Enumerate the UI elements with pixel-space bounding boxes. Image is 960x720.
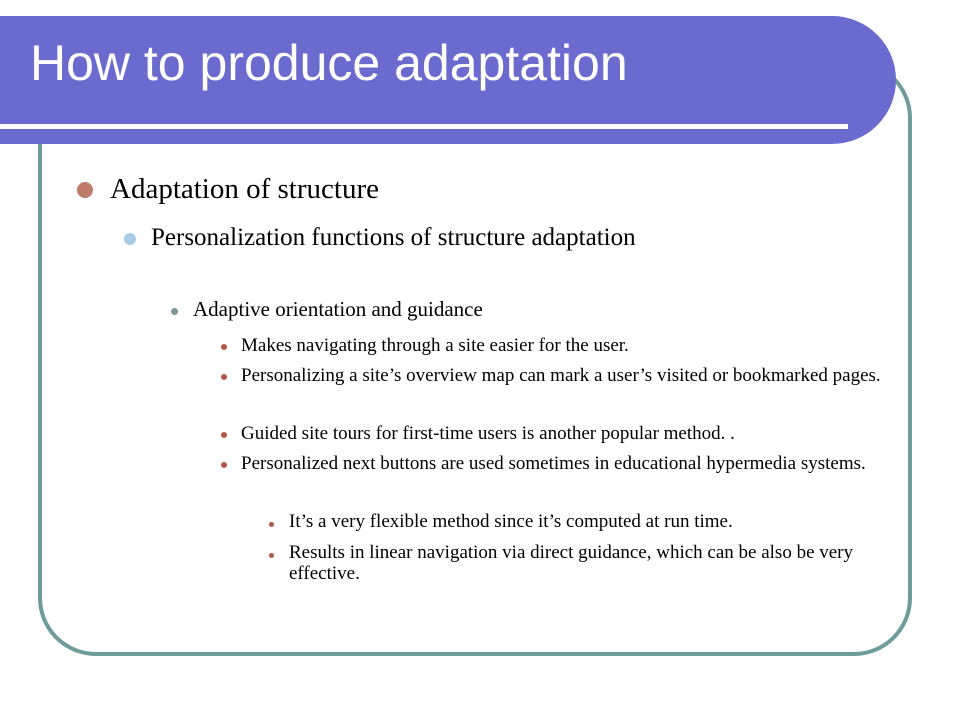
bullet-level3-text: Adaptive orientation and guidance bbox=[193, 297, 483, 321]
bullet-level4-text: Guided site tours for first-time users is another popular method. . bbox=[241, 423, 735, 444]
slide-title: How to produce adaptation bbox=[30, 35, 628, 91]
bullet-icon bbox=[221, 344, 227, 350]
bullet-icon bbox=[221, 462, 227, 468]
bullet-level4-text: Personalized next buttons are used sometimes in educational hypermedia systems. bbox=[241, 453, 866, 474]
bullet-icon bbox=[269, 553, 274, 558]
bullet-icon bbox=[221, 374, 227, 380]
bullet-level5-text: Results in linear navigation via direct guidance, which can be also be very effective. bbox=[289, 542, 854, 584]
bullet-icon bbox=[124, 233, 136, 245]
bullet-level5-text: It’s a very flexible method since it’s computed at run time. bbox=[289, 511, 733, 532]
bullet-level1-text: Adaptation of structure bbox=[110, 173, 379, 205]
bullet-icon bbox=[221, 432, 227, 438]
bullet-level4-text: Personalizing a site’s overview map can mark a user’s visited or bookmarked pages. bbox=[241, 365, 881, 386]
bullet-icon bbox=[171, 308, 178, 315]
bullet-level2-text: Personalization functions of structure adaptation bbox=[151, 224, 636, 251]
bullet-icon bbox=[269, 522, 274, 527]
bullet-level4-text: Makes navigating through a site easier for the user. bbox=[241, 335, 629, 356]
bullet-icon bbox=[77, 182, 93, 198]
